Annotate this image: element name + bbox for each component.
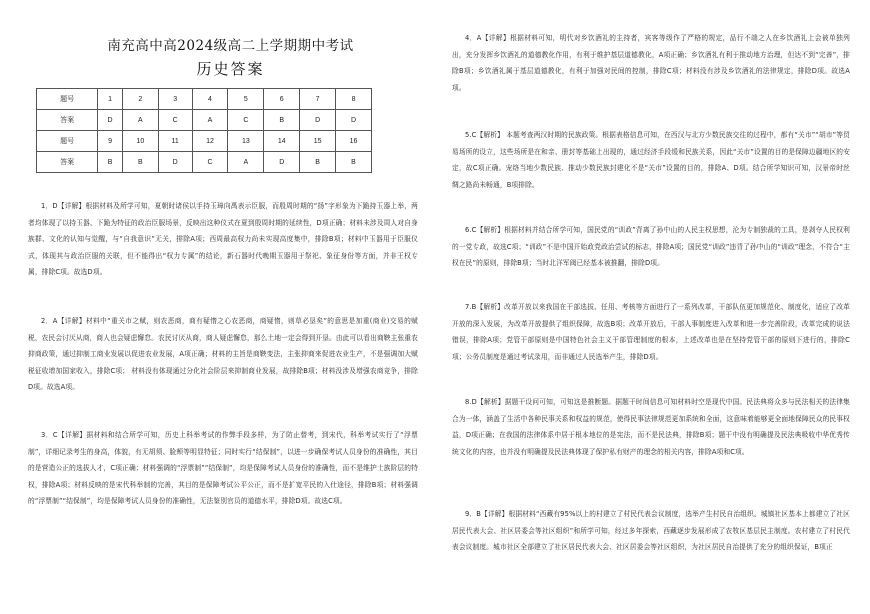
- table-cell: 答案: [37, 152, 98, 173]
- table-cell: B: [98, 152, 123, 173]
- table-cell: 10: [122, 131, 158, 152]
- table-cell: 11: [158, 131, 192, 152]
- table-cell: D: [336, 110, 372, 131]
- table-cell: 7: [300, 89, 336, 110]
- table-cell: C: [228, 110, 264, 131]
- table-cell: D: [264, 152, 300, 173]
- table-cell: 题号: [37, 89, 98, 110]
- answer-explanation-2: 2．A【详解】材料中“重关市之赋，则农恶商，商有疑惰之心农恶商，商疑惰，则草必垦矣”的意思是加重(商业)交易的赋税，农民会讨厌从商，商人也会疑虑懈怠。农民讨厌从商，商人疑虑懈怠，那么土地一定会得到开垦。由此可以看出商鞅主张重农抑商政策，通过抑制工商业发展以促进农业发展，A项正确；材料的主旨是商鞅变法，主张抑商来促进农业生产，不是强调加大赋税征收增加国家收入，排除C项； 材料没有体现通过分化社会阶层来抑制商业发展，故排除B项；材料没涉及增强农商竞争，排除D项。故选A项。: [28, 317, 418, 391]
- table-row: [37, 131, 372, 152]
- answer-explanation-7: 7.B【解析】改革开放以来我国在干部选拔、任用、考核等方面进行了一系列改革，干部队伍更加规范化、制度化，适应了改革开放的深入发展，为改革开放提供了组织保障，故选B项；改革开放后，干部人事制度进入改革和进一步完善阶段，改革完成的说法错误，排除A项；党管干部原则是中国特色社会主义干部管理制度的根本，上述改革也是在坚持党管干部的原则下进行的，排除C项；公务员制度是通过考试录用，而非通过人民选举产生，排除D项。: [452, 303, 850, 361]
- table-cell: 题号: [37, 131, 98, 152]
- answer-explanation-6: 6.C【解析】根据材料并结合所学可知，国民党的“训政”背离了孙中山的人民主权思想，沦为专制独裁的工具，是剥夺人民权利的一党专政，故选C项；“训政”不是中国开始政党政治尝试的标志，排除A项；国民党“训政”违背了孙中山的“训政”理念，不符合“主权在民”的原则，排除B项；当时北洋军阀已经基本被推翻，排除D项。: [452, 226, 850, 267]
- answer-explanation-1: 1．D【详解】根据材料及所学可知，夏朝时诸侯以手持玉璋向禹表示臣服，而殷周时期的“扬”字形象为下跪持玉器上举，两者均体现了以持玉器、下跪为特征的政治臣服场景，反映出这种仪式在夏到殷周时期的延续性，D项正确；材料未涉及周人对自身族群、文化的认知与觉醒，与“自我意识”无关，排除A项；西周最高权力尚未实现高度集中，排除B项；材料中玉器用于臣服仪式，体现其与政治臣服的关联，但不能得出“权力专属”的结论，新石器时代晚期玉器用于祭祀、象征身份等方面，并非王权专属，排除C项。故选D项。: [28, 202, 418, 276]
- table-cell: 14: [264, 131, 300, 152]
- table-cell: B: [122, 152, 158, 173]
- table-cell: B: [336, 152, 372, 173]
- table-row: [37, 89, 372, 110]
- table-cell: 5: [228, 89, 264, 110]
- exam-title: 南充高中高2024级高二上学期期中考试: [107, 38, 354, 54]
- table-cell: 6: [264, 89, 300, 110]
- answer-explanation-9: 9．B【详解】根据材料“西藏有95%以上的村建立了村民代表会议制度，选举产生村民自治组织。城镇社区基本上都建立了社区居民代表大会、社区居委会等社区组织”和所学可知，经过多年探索，西藏逐步发展形成了农牧区基层民主制度。农村建立了村民代表会议制度。城市社区全部建立了社区居民代表大会、社区居委会等社区组织，为社区居民自治提供了充分的组织保证，B项正: [452, 510, 850, 551]
- table-cell: C: [192, 152, 228, 173]
- table-cell: 16: [336, 131, 372, 152]
- table-cell: B: [300, 152, 336, 173]
- table-cell: 3: [158, 89, 192, 110]
- table-cell: D: [98, 110, 123, 131]
- table-cell: C: [158, 110, 192, 131]
- table-cell: 4: [192, 89, 228, 110]
- table-cell: D: [300, 110, 336, 131]
- answer-explanation-3: 3．C【详解】据材料和结合所学可知，历史上科举考试的作弊手段多样，为了防止替考，到宋代，科举考试实行了“浮票制”，详细记录考生的身高，体貌，有无胡须、脸颊等明显特征；同时实行“结保制”，以进一步确保考试人员身份的准确性，其目的是营造公正的选拔人才，C项正确；材料强调的“浮票制”“结保制”，均是保障考试人员身份的准确性，而不是维护士族阶层的特权，排除A项；材料反映的是宋代科举制的完善，其目的是保障考试公平公正，而不是扩宽平民的入仕途径，排除B项；材料强调的“浮票制”“结保制”，均是保障考试人员身份的准确性，无法鉴别官员的道德水平，排除D项。故选C项。: [28, 431, 418, 505]
- table-cell: A: [228, 152, 264, 173]
- exam-subtitle: 历史答案: [196, 60, 265, 78]
- answer-table: [36, 88, 372, 173]
- table-cell: 8: [336, 89, 372, 110]
- table-cell: D: [158, 152, 192, 173]
- table-cell: 2: [122, 89, 158, 110]
- table-cell: 15: [300, 131, 336, 152]
- table-cell: B: [264, 110, 300, 131]
- table-row: [37, 152, 372, 173]
- table-cell: A: [122, 110, 158, 131]
- answer-explanation-4: 4．A【详解】根据材料可知，明代对乡饮酒礼的主持者，宾客等级作了严格的规定，品行不端之人在乡饮酒礼上会被单独列出，充分发挥乡饮酒礼的道德教化作用，有利于维护基层道德教化，A项正确；乡饮酒礼有利于推动地方治理，但达不到“完善”，排除B项；乡饮酒礼属于基层道德教化，有利于加强对民间的控制，排除C项；材料没有涉及乡饮酒礼的法律规定，排除D项。故选A项。: [452, 34, 850, 92]
- answer-explanation-8: 8.D【解析】据题干设问可知，可知这是推断题。据题干时间信息可知材料时空是现代中国。民法典将众多与民法相关的法律集合为一体，涵盖了生活中各种民事关系和权益的规范，使得民事法律规范更加系统和全面，这意味着能够更全面地保障民众的民事权益，D项正确；在我国的法律体系中居于根本地位的是宪法，而不是民法典，排除B项；题干中没有明确提及民法典吸收中华优秀传统文化的内容，也并没有明确提及民法典体现了保护私有财产的理念的相关内容，排除A项和C项。: [452, 398, 850, 456]
- table-cell: 13: [228, 131, 264, 152]
- table-cell: 答案: [37, 110, 98, 131]
- table-cell: 9: [98, 131, 123, 152]
- table-cell: 1: [98, 89, 123, 110]
- table-cell: 12: [192, 131, 228, 152]
- answer-explanation-5: 5.C【解析】 本题考查两汉时期的民族政策。根据表格信息可知，在西汉与北方少数民族交往的过程中，都有“关市”“胡市”等贸易场所的设立，这些场所是在和亲、册封等基础上出现的，通过经济手段缓和民族关系，因此“关市”设置的目的是保障边疆地区的安定，故C项正确。宠络当地少数民族、推动少数民族封建化不是“关市”设置的目的，排除A、D项。结合所学知识可知，汉景帝时丝绸之路尚未畅通，B项排除。: [452, 131, 850, 189]
- table-cell: A: [192, 110, 228, 131]
- table-row: [37, 110, 372, 131]
